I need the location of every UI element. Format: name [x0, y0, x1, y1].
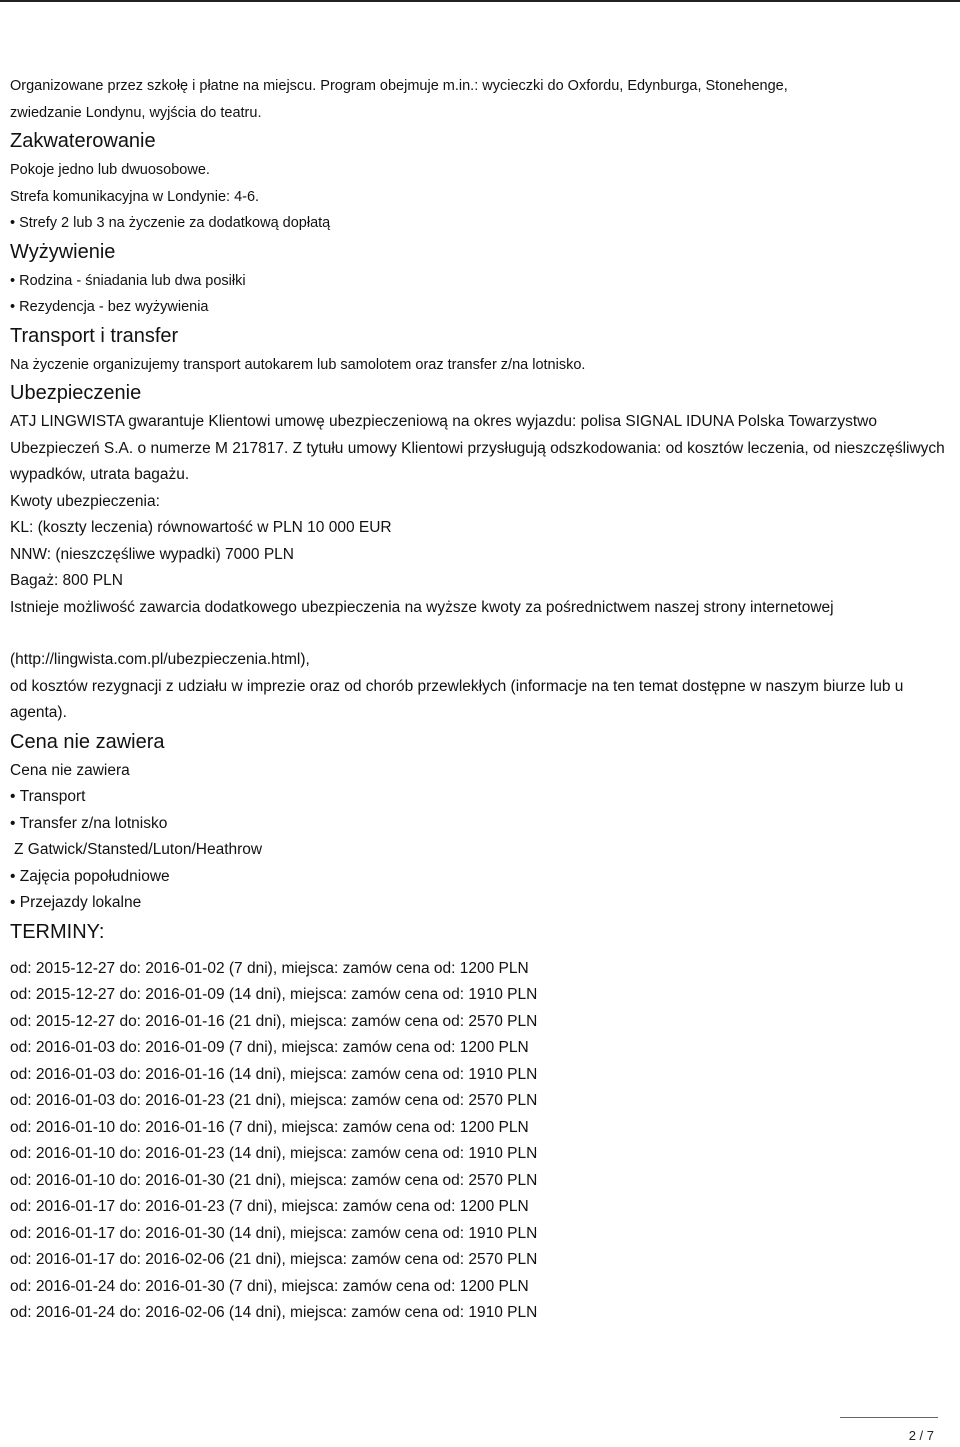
- intro-line: zwiedzanie Londynu, wyjścia do teatru.: [10, 104, 262, 121]
- excluded-item: • Zajęcia popołudniowe: [10, 864, 955, 891]
- insurance-cancellation: od kosztów rezygnacji z udziału w imprezie oraz od chorób przewlekłych (informacje na ten temat dostępne w naszym biurze lub u agenta).: [10, 677, 904, 721]
- term-row: od: 2016-01-03 do: 2016-01-16 (14 dni), miejsca: zamów cena od: 1910 PLN: [10, 1065, 538, 1083]
- excluded-label: Cena nie zawiera: [10, 761, 130, 779]
- spacer: [10, 621, 955, 647]
- term-row: od: 2016-01-03 do: 2016-01-09 (7 dni), miejsca: zamów cena od: 1200 PLN: [10, 1039, 529, 1056]
- term-row: od: 2016-01-24 do: 2016-01-30 (7 dni), miejsca: zamów cena od: 1200 PLN: [10, 1277, 529, 1295]
- insurance-heading: Ubezpieczenie: [10, 382, 142, 404]
- accommodation-line: Strefa komunikacyjna w Londynie: 4-6.: [10, 188, 260, 205]
- insurance-baggage: Bagaż: 800 PLN: [10, 572, 123, 589]
- term-row: od: 2015-12-27 do: 2016-01-16 (21 dni), miejsca: zamów cena od: 2570 PLN: [10, 1012, 538, 1030]
- term-row: od: 2016-01-10 do: 2016-01-30 (21 dni), miejsca: zamów cena od: 2570 PLN: [10, 1171, 538, 1189]
- intro-section: [10, 73, 955, 126]
- excluded-item: • Przejazdy lokalne: [10, 890, 955, 917]
- term-row: od: 2016-01-24 do: 2016-02-06 (14 dni), miejsca: zamów cena od: 1910 PLN: [10, 1304, 538, 1321]
- term-row: od: 2015-12-27 do: 2016-01-02 (7 dni), miejsca: zamów cena od: 1200 PLN: [10, 959, 529, 977]
- top-border: [0, 0, 960, 2]
- document-page: [10, 73, 955, 1327]
- term-row: od: 2016-01-10 do: 2016-01-16 (7 dni), miejsca: zamów cena od: 1200 PLN: [10, 1118, 529, 1136]
- meals-bullet: • Rodzina - śniadania lub dwa posiłki: [10, 268, 955, 295]
- accommodation-bullet: • Strefy 2 lub 3 na życzenie za dodatkową dopłatą: [10, 210, 955, 237]
- insurance-nnw: NNW: (nieszczęśliwe wypadki) 7000 PLN: [10, 545, 294, 563]
- insurance-paragraph: ATJ LINGWISTA gwarantuje Klientowi umowę ubezpieczeniową na okres wyjazdu: polisa SIGNAL IDUNA Polska Towarzystwo Ubezpieczeń S.A. o numerze M 217817. Z tytułu umowy Klientowi przysługują odszkodowania: od kosztów leczenia, od nieszczęśliwych wypadków, utrata bagażu.: [10, 413, 945, 483]
- terms-heading: TERMINY:: [10, 920, 105, 943]
- excluded-item: • Transport: [10, 784, 955, 811]
- accommodation-heading: Zakwaterowanie: [10, 130, 156, 152]
- intro-line: Organizowane przez szkołę i płatne na miejscu. Program obejmuje m.in.: wycieczki do Oxfordu, Edynburga, Stonehenge,: [10, 78, 788, 94]
- term-row: od: 2016-01-03 do: 2016-01-23 (21 dni), miejsca: zamów cena od: 2570 PLN: [10, 1092, 538, 1109]
- excluded-heading: Cena nie zawiera: [10, 730, 165, 753]
- insurance-kl: KL: (koszty leczenia) równowartość w PLN 10 000 EUR: [10, 519, 392, 536]
- transport-heading: Transport i transfer: [10, 324, 179, 347]
- term-row: od: 2015-12-27 do: 2016-01-09 (14 dni), miejsca: zamów cena od: 1910 PLN: [10, 986, 538, 1003]
- term-row: od: 2016-01-17 do: 2016-02-06 (21 dni), miejsca: zamów cena od: 2570 PLN: [10, 1251, 538, 1268]
- insurance-link: (http://lingwista.com.pl/ubezpieczenia.html),: [10, 651, 310, 668]
- excluded-item: • Transfer z/na lotnisko: [10, 811, 955, 838]
- terms-list: [10, 956, 955, 1327]
- term-row: od: 2016-01-17 do: 2016-01-30 (14 dni), miejsca: zamów cena od: 1910 PLN: [10, 1224, 538, 1242]
- excluded-item-sub: Z Gatwick/Stansted/Luton/Heathrow: [14, 841, 263, 858]
- accommodation-line: Pokoje jedno lub dwuosobowe.: [10, 162, 210, 178]
- page-number: 2 / 7: [908, 1428, 934, 1443]
- term-row: od: 2016-01-10 do: 2016-01-23 (14 dni), miejsca: zamów cena od: 1910 PLN: [10, 1145, 538, 1162]
- meals-heading: Wyżywienie: [10, 240, 116, 263]
- insurance-amounts-label: Kwoty ubezpieczenia:: [10, 492, 160, 510]
- footer-rule: [840, 1417, 938, 1418]
- insurance-extra: Istnieje możliwość zawarcia dodatkowego ubezpieczenia na wyższe kwoty za pośrednictwem naszej strony internetowej: [10, 598, 834, 616]
- meals-bullet: • Rezydencja - bez wyżywienia: [10, 294, 955, 321]
- term-row: od: 2016-01-17 do: 2016-01-23 (7 dni), miejsca: zamów cena od: 1200 PLN: [10, 1198, 529, 1215]
- transport-text: Na życzenie organizujemy transport autokarem lub samolotem oraz transfer z/na lotnisko.: [10, 356, 586, 373]
